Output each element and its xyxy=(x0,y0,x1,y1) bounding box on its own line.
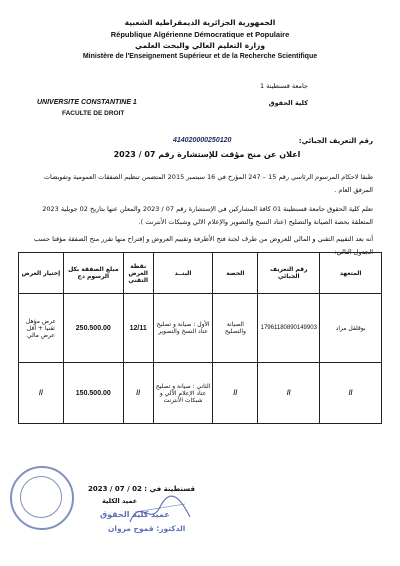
col-fiscal-id: رقم التعريف الجبائي xyxy=(258,253,320,294)
notice-paragraph-3: أنه بعد التقييم التقني و المالي للعروض من طرف لجنة فتح الأظرفة وتقييم العروض و إقتراح منها تقرر منح الصفقة مؤقتا حسب الجدول التالي: xyxy=(33,235,373,256)
table-row xyxy=(19,363,382,424)
col-contractor: المتعهد xyxy=(320,253,382,294)
round-stamp-inner xyxy=(20,476,62,518)
faculty-ar: كلية الحقوق xyxy=(268,99,308,107)
cell-lot: الصيانة والتصليح xyxy=(213,294,258,363)
cell-contractor: بوقلقل مراد xyxy=(320,294,382,363)
table-row xyxy=(19,294,382,363)
cell-score: // xyxy=(123,363,153,424)
round-stamp-icon xyxy=(10,466,74,530)
university-fr: UNIVERSITE CONSTANTINE 1 xyxy=(37,99,137,106)
fiscal-id-label: رقم التعريف الجبائي: xyxy=(298,137,373,145)
cell-contractor: // xyxy=(320,363,382,424)
dean-title: عميد الكلية xyxy=(102,497,138,505)
signature-stamp-line-2: الدكتور: قموح مروان xyxy=(108,524,186,533)
cell-item: الأول : صيانة و تصليح عتاد النسخ والتصوير xyxy=(153,294,213,363)
signature-stamp-line-1: عميد كلية الحقوق xyxy=(100,510,170,519)
fiscal-id-number: 414020000250120 xyxy=(173,137,232,144)
table-header-row xyxy=(19,253,382,294)
ministry-fr: Ministère de l'Enseignement Supérieur et de la Recherche Scientifique xyxy=(82,53,318,60)
faculty-fr: FACULTE DE DROIT xyxy=(62,110,125,117)
cell-choice: // xyxy=(19,363,64,424)
cell-choice: عرض مؤهل تقنيا + أقل عرض مالي xyxy=(19,294,64,363)
col-item: البنــد xyxy=(153,253,213,294)
col-lot: الحصة xyxy=(213,253,258,294)
republic-ar: الجمهورية الجزائرية الديمقراطية الشعبية xyxy=(124,18,276,27)
ministry-ar: وزارة التعليم العالي والبحث العلمي xyxy=(134,41,266,50)
col-amount: مبلغ الصفقة بكل الرسوم دج xyxy=(63,253,123,294)
cell-amount: 150.500.00 xyxy=(63,363,123,424)
cell-item: الثاني : صيانة و تصليح عتاد الإعلام الآلي و شبكات الأنترنت xyxy=(153,363,213,424)
cell-score: 12/11 xyxy=(123,294,153,363)
notice-title: اعلان عن منح مؤقت للإستشارة رقم 07 / 2023 xyxy=(113,150,301,159)
republic-fr: République Algérienne Démocratique et Populaire xyxy=(110,30,290,39)
cell-fiscal-id: 17961180890149903 xyxy=(258,294,320,363)
award-table xyxy=(18,252,382,424)
notice-paragraph-2: تعلم كلية الحقوق جامعة قسنطينة 01 كافة المشاركين في الإستشارة رقم 07 / 2023 والمعلن عنها بتاريخ 02 جويلية 2023 المتعلقة بحصة الصيانة والتصليح (عتاد النسخ والتصوير والإعلام الالي وشبكات الأنترنت ). xyxy=(42,205,373,226)
col-score: نقطة العرض التقني xyxy=(123,253,153,294)
cell-lot: // xyxy=(213,363,258,424)
cell-fiscal-id: // xyxy=(258,363,320,424)
notice-paragraph-1: طبقا لاحكام المرسوم الرئاسي رقم 15 – 247 المؤرخ في 16 سبتمبر 2015 المتضمن تنظيم الصفقات العمومية وتفويضات المرفق العام . xyxy=(43,173,373,194)
col-choice: إختيار العرض xyxy=(19,253,64,294)
date-line: قسنطينة في : 02 / 07 / 2023 xyxy=(88,485,195,493)
cell-amount: 250.500.00 xyxy=(63,294,123,363)
university-ar: جامعة قسنطينة 1 xyxy=(260,82,308,90)
